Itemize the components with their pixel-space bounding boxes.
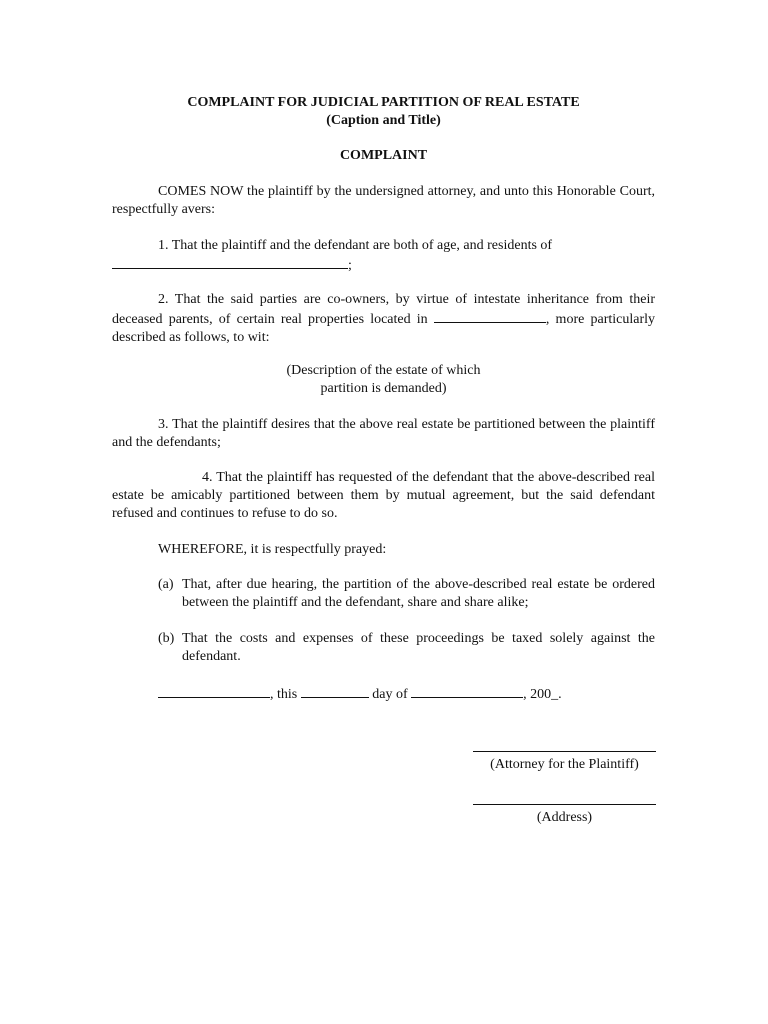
- prayer-marker-a: (a): [158, 577, 174, 592]
- prayer-text-b: That the costs and expenses of these proceedings be taxed solely against the defendant.: [182, 631, 655, 664]
- location-blank: [434, 309, 546, 323]
- paragraph-4: [112, 469, 655, 523]
- complaint-heading: COMPLAINT: [339, 148, 428, 163]
- paragraph-2-text-b: , more particularly described as follows, to wit:: [112, 312, 656, 345]
- date-this: , this: [270, 687, 298, 702]
- prayer-item-b: [158, 630, 655, 666]
- residence-blank: [112, 255, 348, 269]
- paragraph-4-text: 4. That the plaintiff has requested of the defendant that the above-described real estate be amicably partitioned between them by mutual agreement, but the said defendant refused and continues to refuse to do so.: [112, 470, 655, 521]
- estate-description-line-1: (Description of the estate of which: [286, 363, 481, 378]
- attorney-label: (Attorney for the Plaintiff): [490, 757, 639, 772]
- paragraph-2: [112, 291, 655, 347]
- day-blank: [301, 684, 369, 698]
- attorney-signature-line: [473, 751, 656, 752]
- prayer-text-a: That, after due hearing, the partition of the above-described real estate be ordered between the plaintiff and the defendant, share and share alike;: [182, 577, 655, 610]
- document-title: COMPLAINT FOR JUDICIAL PARTITION OF REAL ESTATE: [187, 95, 580, 110]
- date-line: [112, 684, 655, 704]
- estate-description-line-2: partition is demanded): [320, 381, 447, 396]
- address-line: [473, 804, 656, 805]
- date-day-of: day of: [372, 687, 408, 702]
- prayer-marker-b: (b): [158, 631, 175, 646]
- document-subtitle: (Caption and Title): [326, 113, 441, 128]
- prayer-item-a: [158, 576, 655, 612]
- paragraph-3-text: 3. That the plaintiff desires that the above real estate be partitioned between the plaintiff and the defendants;: [112, 417, 655, 450]
- address-signature: [473, 804, 656, 827]
- paragraph-1-text: 1. That the plaintiff and the defendant are both of age, and residents of: [158, 238, 553, 253]
- intro-paragraph: [112, 183, 655, 219]
- paragraph-3: [112, 416, 655, 452]
- paragraph-1: [112, 237, 655, 275]
- wherefore-paragraph: [112, 541, 655, 559]
- paragraph-1-end: ;: [348, 258, 352, 273]
- wherefore-text: WHEREFORE, it is respectfully prayed:: [158, 542, 387, 557]
- attorney-signature: [473, 751, 656, 774]
- paragraph-2-text-a: 2. That the said parties are co-owners, by virtue of intestate inheritance from their deceased parents, of certain real properties located in: [112, 292, 655, 327]
- month-blank: [411, 684, 523, 698]
- place-blank: [158, 684, 270, 698]
- intro-text: COMES NOW the plaintiff by the undersigned attorney, and unto this Honorable Court, respectfully avers:: [112, 184, 655, 217]
- date-year: , 200_.: [523, 687, 562, 702]
- estate-description: [112, 362, 655, 398]
- address-label: (Address): [536, 810, 593, 825]
